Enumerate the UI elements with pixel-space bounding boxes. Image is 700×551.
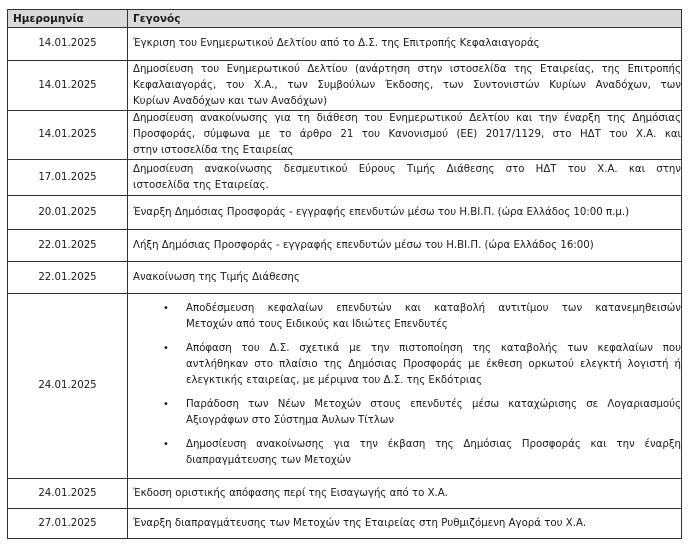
timetable [7, 9, 682, 539]
event-text-line: Κυρίων Αναδόχων και των Αναδόχων) [133, 95, 328, 107]
row-date: 22.01.2025 [8, 230, 128, 262]
bullet-icon: • [163, 343, 169, 354]
event-bullet-list [133, 301, 681, 469]
header-date: Ημερομηνία [8, 10, 128, 28]
row-date: 24.01.2025 [8, 479, 128, 509]
event-text-line: Δημοσίευση ανακοίνωσης για τη διάθεση του Ενημερωτικού Δελτίου και την έναρξη της Δημόσιας [133, 113, 681, 124]
header-row [8, 10, 682, 28]
row-event [128, 160, 682, 196]
row-event [128, 509, 682, 539]
row-date: 22.01.2025 [8, 262, 128, 294]
row-event [128, 230, 682, 262]
event-text-line: Ανακοίνωση της Τιμής Διάθεσης [133, 271, 300, 283]
event-text-line: Έναρξη Δημόσιας Προσφοράς - εγγραφής επενδυτών μέσω του Η.ΒΙ.Π. (ώρα Ελλάδος 10:00 π.μ.) [133, 206, 630, 218]
table-row [8, 509, 682, 539]
bullet-item [133, 301, 681, 333]
event-text-line: Έγκριση του Ενημερωτικού Δελτίου από το Δ.Σ. της Επιτροπής Κεφαλαιαγοράς [133, 38, 540, 49]
table-row [8, 61, 682, 111]
row-date: 17.01.2025 [8, 160, 128, 196]
bullet-item [133, 397, 681, 429]
table-row [8, 160, 682, 196]
event-text-line: Προσφοράς, σύμφωνα με το άρθρο 21 του Κανονισμού (ΕΕ) 2017/1129, στο ΗΔΤ του Χ.Α. και [133, 129, 681, 140]
row-event [128, 196, 682, 230]
event-text-line: Κεφαλαιαγοράς, του Χ.Α., των Συμβούλων Έκδοσης, των Συντονιστών Κυρίων Αναδόχων, των [133, 79, 681, 91]
table-row [8, 262, 682, 294]
row-date: 27.01.2025 [8, 509, 128, 539]
row-event [128, 28, 682, 61]
row-date: 20.01.2025 [8, 196, 128, 230]
row-date: 14.01.2025 [8, 111, 128, 160]
bullet-item [133, 437, 681, 469]
event-text-line: Λήξη Δημόσιας Προσφοράς - εγγραφής επενδυτών μέσω του Η.ΒΙ.Π. (ώρα Ελλάδος 16:00) [133, 239, 594, 251]
bullet-text-line: ελεγκτικής εταιρείας, με μέριμνα του Δ.Σ. της Εκδότριας [186, 375, 483, 386]
bullet-text-line: Αποδέσμευση κεφαλαίων επενδυτών και καταβολή αντιτίμου των κατανεμηθεισών [186, 303, 681, 314]
bullet-text-line: Αξιογράφων στο Σύστημα Άυλων Τίτλων [186, 415, 395, 426]
row-event [128, 262, 682, 294]
row-event [128, 479, 682, 509]
table-row-multi-event [8, 294, 682, 479]
bullet-text-line: Δημοσίευση ανακοίνωσης για την έκβαση της Δημόσιας Προσφοράς και την έναρξη [186, 439, 681, 450]
row-date: 14.01.2025 [8, 61, 128, 111]
bullet-icon: • [163, 399, 169, 410]
row-event [128, 61, 682, 111]
event-text-line: Δημοσίευση του Ενημερωτικού Δελτίου (ανάρτηση στην ιστοσελίδα της Εταιρείας, της Επιτροπής [133, 63, 681, 75]
bullet-text-line: Παράδοση των Νέων Μετοχών στους επενδυτές μέσω καταχώρισης σε Λογαριασμούς [186, 399, 681, 410]
table-row [8, 196, 682, 230]
event-text-line: στην ιστοσελίδα της Εταιρείας [133, 145, 294, 156]
row-date: 14.01.2025 [8, 28, 128, 61]
header-event: Γεγονός [128, 10, 682, 28]
event-text-line: Έκδοση οριστικής απόφασης περί της Εισαγωγής από το Χ.Α. [133, 487, 449, 499]
row-date: 24.01.2025 [8, 294, 128, 479]
table-row [8, 111, 682, 160]
bullet-text-line: αντλήθηκαν στο πλαίσιο της Δημόσιας Προσφοράς με έκθεση ορκωτού ελεγκτή λογιστή ή [186, 359, 681, 370]
table-row [8, 479, 682, 509]
bullet-icon: • [163, 303, 169, 314]
bullet-text-line: διαπραγμάτευσης των Μετοχών [186, 455, 351, 466]
row-event [128, 111, 682, 160]
bullet-text-line: Μετοχών από τους Ειδικούς και Ιδιώτες Επενδυτές [186, 319, 448, 330]
event-text-line: Έναρξη διαπραγμάτευσης των Μετοχών της Εταιρείας στη Ρυθμιζόμενη Αγορά του Χ.Α. [133, 517, 587, 529]
table-row [8, 28, 682, 61]
bullet-text-line: Απόφαση του Δ.Σ. σχετικά με την πιστοποίηση της καταβολής των κεφαλαίων που [186, 343, 681, 354]
event-text-line: ιστοσελίδα της Εταιρείας. [133, 179, 269, 191]
event-text-line: Δημοσίευση ανακοίνωσης δεσμευτικού Εύρους Τιμής Διάθεσης στο ΗΔΤ του Χ.Α. και στην [133, 163, 681, 175]
row-event-list [128, 294, 682, 479]
table-row [8, 230, 682, 262]
bullet-item [133, 341, 681, 389]
bullet-icon: • [163, 439, 169, 450]
